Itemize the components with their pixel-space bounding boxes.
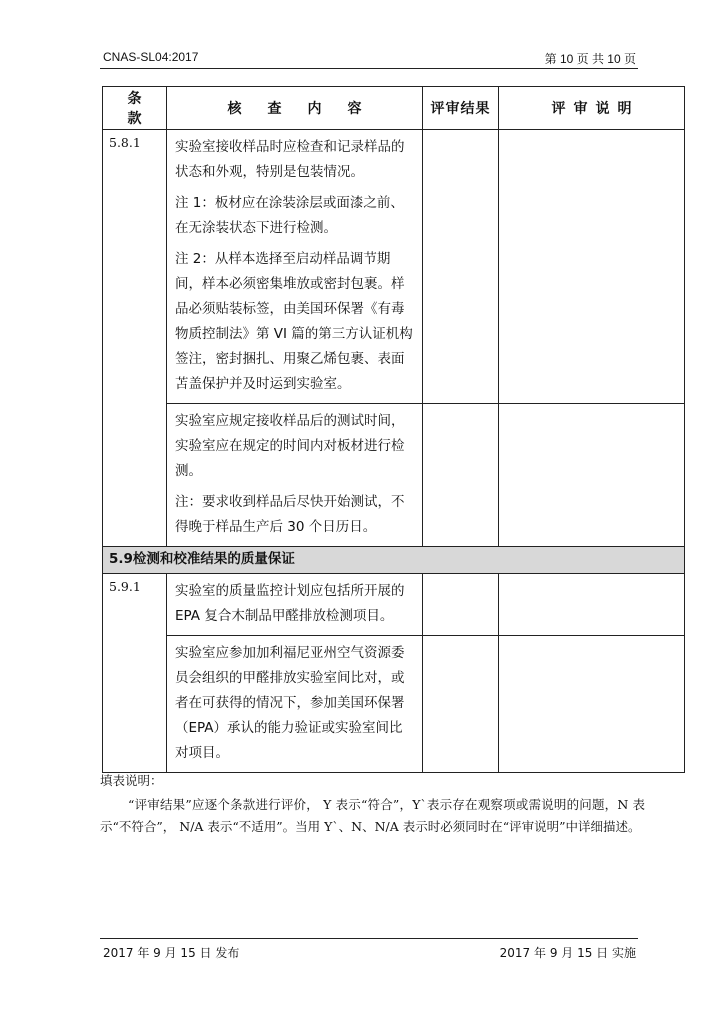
result-cell[interactable]: [423, 130, 499, 404]
content-cell: [167, 130, 423, 404]
content-cell: [167, 574, 423, 636]
note-cell[interactable]: [499, 404, 685, 547]
result-cell[interactable]: [423, 574, 499, 636]
content-cell: [167, 636, 423, 773]
header-result: 评审结果: [423, 87, 499, 130]
notes-title: 填表说明：: [100, 773, 163, 788]
content-note: 注 2：从样本选择至启动样品调节期间，样本必须密集堆放或密封包裹。样品必须贴装标签，由美国环保署《有毒物质控制法》第 VI 篇的第三方认证机构签注，密封捆扎、用聚乙烯包裹、表面苫盖保护并及时运到实验室。: [175, 251, 413, 392]
notes-body: “评审结果”应逐个条款进行评价， Y 表示“符合”，Y`表示存在观察项或需说明的问题，N 表示“不符合”， N/A 表示“不适用”。当用 Y`、N、N/A 表示时必须同时在“评审说明”中详细描述。: [100, 797, 645, 834]
header-clause: 条款: [103, 87, 167, 130]
content-cell: [167, 404, 423, 547]
content-paragraph: 实验室接收样品时应检查和记录样品的状态和外观，特别是包装情况。: [175, 139, 405, 180]
content-note: 注 1：板材应在涂装涂层或面漆之前、在无涂装状态下进行检测。: [175, 195, 404, 236]
table-header-row: [103, 87, 685, 130]
review-table: [102, 86, 685, 773]
content-paragraph: 实验室应规定接收样品后的测试时间，实验室应在规定的时间内对板材进行检测。: [175, 413, 405, 479]
note-cell[interactable]: [499, 130, 685, 404]
header-divider: [100, 68, 638, 69]
header-content: 核查内容: [167, 87, 423, 130]
clause-cell: 5.9.1: [103, 574, 167, 773]
fill-instructions: [100, 770, 645, 838]
header-note: 评审说明: [499, 87, 685, 130]
content-note: 注：要求收到样品后尽快开始测试，不得晚于样品生产后 30 个日历日。: [175, 494, 405, 535]
result-cell[interactable]: [423, 404, 499, 547]
result-cell[interactable]: [423, 636, 499, 773]
table-row: [103, 130, 685, 404]
page-info: 第 10 页 共 10 页: [544, 52, 636, 66]
effective-date: 2017 年 9 月 15 日 实施: [499, 946, 636, 960]
issue-date: 2017 年 9 月 15 日 发布: [103, 946, 240, 960]
section-row: [103, 547, 685, 574]
note-cell[interactable]: [499, 636, 685, 773]
content-paragraph: 实验室应参加加利福尼亚州空气资源委员会组织的甲醛排放实验室间比对，或者在可获得的情况下，参加美国环保署（EPA）承认的能力验证或实验室间比对项目。: [175, 645, 405, 761]
section-title: 5.9检测和校准结果的质量保证: [103, 547, 685, 574]
doc-code: CNAS-SL04:2017: [103, 50, 199, 64]
table-row: [103, 404, 685, 547]
clause-cell: 5.8.1: [103, 130, 167, 547]
table-row: [103, 636, 685, 773]
note-cell[interactable]: [499, 574, 685, 636]
footer-divider: [100, 938, 638, 939]
table-row: [103, 574, 685, 636]
content-paragraph: 实验室的质量监控计划应包括所开展的 EPA 复合木制品甲醛排放检测项目。: [175, 583, 405, 624]
